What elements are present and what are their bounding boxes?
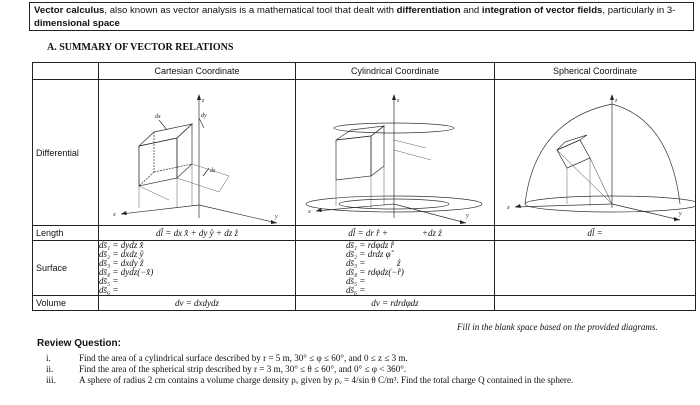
volume-cylindrical: dv = rdrdφdz bbox=[296, 296, 495, 311]
cyl-element-front bbox=[336, 136, 371, 180]
row-label-surface: Surface bbox=[33, 241, 99, 296]
length-cartesian: dl̄ = dx x̂ + dy ŷ + dz ẑ bbox=[99, 226, 296, 241]
surface-cylindrical-item: ds̄₁ = rdφdz r̂ bbox=[346, 240, 395, 250]
question-1 bbox=[46, 353, 686, 364]
length-cylindrical-b: +dz ẑ bbox=[421, 228, 442, 238]
cylindrical-diagram-cell bbox=[296, 80, 495, 226]
x-axis-arrow bbox=[121, 211, 127, 215]
z-axis-arrow bbox=[197, 94, 201, 100]
z-label: z bbox=[615, 98, 618, 104]
surface-cylindrical-item: ds̄₃ = ẑ bbox=[346, 258, 401, 268]
intro-term: Vector calculus bbox=[34, 5, 105, 16]
intro-integration: integration of vector fields bbox=[481, 5, 603, 16]
y-label: y bbox=[275, 214, 278, 220]
differential-row bbox=[33, 80, 696, 226]
header-cartesian: Cartesian Coordinate bbox=[99, 63, 296, 80]
intro-text-2: and bbox=[460, 5, 482, 16]
vector-relations-table bbox=[32, 62, 696, 311]
fill-in-note: Fill in the blank space based on the provided diagrams. bbox=[457, 322, 658, 332]
x-axis-arrow bbox=[515, 204, 521, 208]
surface-cylindrical-item: ds̄₅ = bbox=[346, 276, 366, 286]
z-axis-arrow bbox=[392, 94, 396, 100]
review-title: Review Question: bbox=[37, 338, 121, 349]
z-label: z bbox=[202, 98, 205, 104]
question-number: ii. bbox=[46, 364, 54, 374]
question-number: i. bbox=[46, 353, 51, 363]
surface-cylindrical-item: ds̄₆ = bbox=[346, 285, 366, 295]
intro-text-3: , particularly in 3- bbox=[602, 5, 676, 16]
dx-label: dx bbox=[155, 114, 161, 120]
y-axis-arrow bbox=[271, 220, 277, 224]
length-cylindrical bbox=[296, 226, 495, 241]
intro-differentiation: differentiation bbox=[396, 5, 461, 16]
surface-cylindrical-item: ds̄₄ = rdφdz(−r̂) bbox=[346, 267, 404, 277]
row-label-length: Length bbox=[33, 226, 99, 241]
y-axis-arrow bbox=[460, 220, 466, 224]
question-2 bbox=[46, 364, 686, 375]
cube-face-top bbox=[139, 124, 192, 146]
surface-cylindrical-item: ds̄₂ = drdz φ̂ bbox=[346, 249, 391, 259]
sph-element bbox=[557, 140, 590, 168]
section-title: A. SUMMARY OF VECTOR RELATIONS bbox=[47, 42, 234, 53]
dz-label: dz bbox=[210, 168, 216, 174]
x-label: x bbox=[308, 209, 311, 215]
y-axis bbox=[199, 205, 277, 223]
surface-cartesian-item: ds̄₄ = dydz(−x̂) bbox=[99, 267, 154, 277]
z-axis-arrow bbox=[610, 94, 614, 100]
question-text: A sphere of radius 2 cm contains a volume charge density ρᵥ given by ρᵥ = 4/sin θ C/m³. Find the total charge Q contained in the sphere. bbox=[79, 375, 574, 385]
sphere-meridian bbox=[525, 104, 612, 204]
surface-spherical bbox=[495, 241, 696, 296]
surface-row bbox=[33, 241, 696, 296]
volume-spherical bbox=[495, 296, 696, 311]
intro-box bbox=[29, 2, 694, 31]
y-label: y bbox=[466, 213, 469, 219]
surface-cartesian-item: ds̄₃ = dxdy ẑ bbox=[99, 258, 144, 268]
dy-label: dy bbox=[201, 113, 207, 119]
surface-cartesian-item: ds̄₂ = dxdz ŷ bbox=[99, 249, 144, 259]
surface-cylindrical bbox=[296, 241, 495, 296]
volume-row bbox=[33, 296, 696, 311]
x-label: x bbox=[507, 205, 510, 211]
question-text: Find the area of the spherical strip described by r = 3 m, 30° ≤ θ ≤ 60°, and 0° ≤ φ < 360°. bbox=[79, 364, 407, 374]
length-row bbox=[33, 226, 696, 241]
surface-cartesian-item: ds̄₆ = bbox=[99, 285, 119, 295]
surface-cartesian bbox=[99, 241, 296, 296]
x-label: x bbox=[113, 212, 116, 218]
length-spherical: dl̄ = bbox=[495, 226, 696, 241]
y-axis bbox=[394, 204, 466, 223]
question-3 bbox=[46, 375, 686, 386]
y-label: y bbox=[679, 211, 682, 217]
header-cylindrical: Cylindrical Coordinate bbox=[296, 63, 495, 80]
cube-face-front bbox=[139, 138, 177, 186]
surface-cartesian-item: ds̄₁ = dydz x̂ bbox=[99, 240, 144, 250]
volume-cartesian: dv = dxdydz bbox=[99, 296, 296, 311]
cube-face-side bbox=[177, 124, 192, 178]
cylindrical-diagram bbox=[296, 80, 495, 225]
intro-text-1: , also known as vector analysis is a mathematical tool that dealt with bbox=[104, 5, 397, 16]
row-label-volume: Volume bbox=[33, 296, 99, 311]
question-text: Find the area of a cylindrical surface described by r = 5 m, 30° ≤ φ ≤ 60°, and 0 ≤ z ≤ 3 m. bbox=[79, 353, 408, 363]
cartesian-diagram bbox=[99, 80, 296, 225]
intro-dimensional: dimensional space bbox=[34, 18, 120, 29]
x-axis-arrow bbox=[316, 208, 322, 212]
x-axis bbox=[121, 205, 199, 214]
spherical-diagram-cell bbox=[495, 80, 696, 226]
y-axis-arrow bbox=[674, 217, 680, 221]
table-header-row bbox=[33, 63, 696, 80]
question-number: iii. bbox=[46, 375, 56, 385]
spherical-diagram bbox=[495, 80, 696, 225]
length-cylindrical-a: dl̄ = dr r̂ + bbox=[348, 228, 388, 238]
surface-cartesian-item: ds̄₅ = bbox=[99, 276, 119, 286]
row-label-differential: Differential bbox=[33, 80, 99, 226]
header-spherical: Spherical Coordinate bbox=[495, 63, 696, 80]
header-blank bbox=[33, 63, 99, 80]
cartesian-diagram-cell bbox=[99, 80, 296, 226]
z-label: z bbox=[397, 98, 400, 104]
